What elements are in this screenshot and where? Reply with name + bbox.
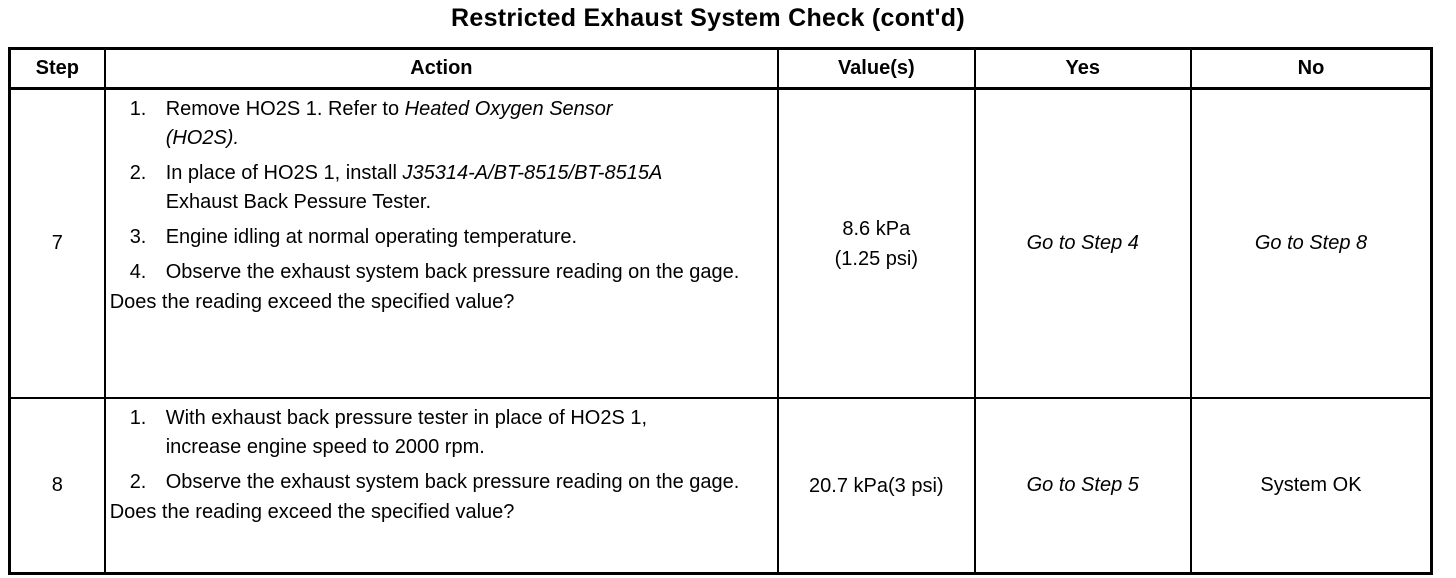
item-reference: Heated Oxygen Sensor (HO2S). — [165, 98, 613, 149]
header-value: Value(s) — [778, 49, 974, 89]
no-result: System OK — [1260, 474, 1362, 496]
no-cell — [1191, 398, 1432, 574]
item-text: Engine idling at normal operating temperature. — [165, 226, 578, 248]
step-number: 7 — [10, 89, 105, 399]
item-text: Remove HO2S 1. Refer to — [165, 98, 405, 120]
list-item — [129, 159, 686, 217]
list-item — [129, 258, 756, 287]
action-list — [106, 95, 777, 287]
item-number: 2. — [129, 162, 147, 184]
yes-cell — [975, 398, 1191, 574]
list-item — [129, 468, 756, 497]
item-number: 1. — [129, 98, 147, 120]
value-cell — [778, 398, 974, 574]
item-text-cont: Exhaust Back Pessure Tester. — [165, 191, 432, 213]
header-action: Action — [105, 49, 778, 89]
value-primary: 8.6 kPa — [842, 217, 911, 240]
action-question: Does the reading exceed the specified value? — [109, 501, 515, 523]
value-cell — [778, 89, 974, 399]
item-number: 3. — [129, 226, 147, 248]
yes-cell — [975, 89, 1191, 399]
yes-result: Go to Step 5 — [1026, 474, 1139, 496]
page-title: Restricted Exhaust System Check (cont'd) — [451, 4, 965, 32]
value-primary: 20.7 kPa(3 psi) — [809, 474, 944, 497]
table-row — [10, 398, 1432, 574]
action-cell — [105, 89, 778, 399]
item-number: 1. — [129, 407, 147, 429]
item-text: In place of HO2S 1, install — [165, 162, 403, 184]
header-no: No — [1191, 49, 1432, 89]
yes-result: Go to Step 4 — [1026, 232, 1139, 254]
list-item — [129, 223, 777, 252]
value-secondary: (1.25 psi) — [834, 247, 918, 270]
action-cell — [105, 398, 778, 574]
item-text: With exhaust back pressure tester in place of HO2S 1, increase engine speed to 2000 rpm. — [165, 407, 648, 458]
item-tool-number: J35314-A/BT-8515/BT-8515A — [402, 162, 663, 184]
action-list — [106, 404, 777, 497]
item-text: Observe the exhaust system back pressure reading on the gage. — [165, 471, 740, 493]
item-number: 2. — [129, 471, 147, 493]
header-yes: Yes — [975, 49, 1191, 89]
table-row — [10, 89, 1432, 399]
item-number: 4. — [129, 261, 147, 283]
no-result: Go to Step 8 — [1254, 232, 1368, 254]
list-item — [129, 404, 706, 462]
no-cell — [1191, 89, 1432, 399]
step-number: 8 — [10, 398, 105, 574]
list-item — [129, 95, 686, 153]
table-header-row — [10, 49, 1432, 89]
procedure-table — [8, 47, 1433, 575]
item-text: Observe the exhaust system back pressure reading on the gage. — [165, 261, 740, 283]
header-step: Step — [10, 49, 105, 89]
action-question: Does the reading exceed the specified value? — [109, 291, 515, 313]
